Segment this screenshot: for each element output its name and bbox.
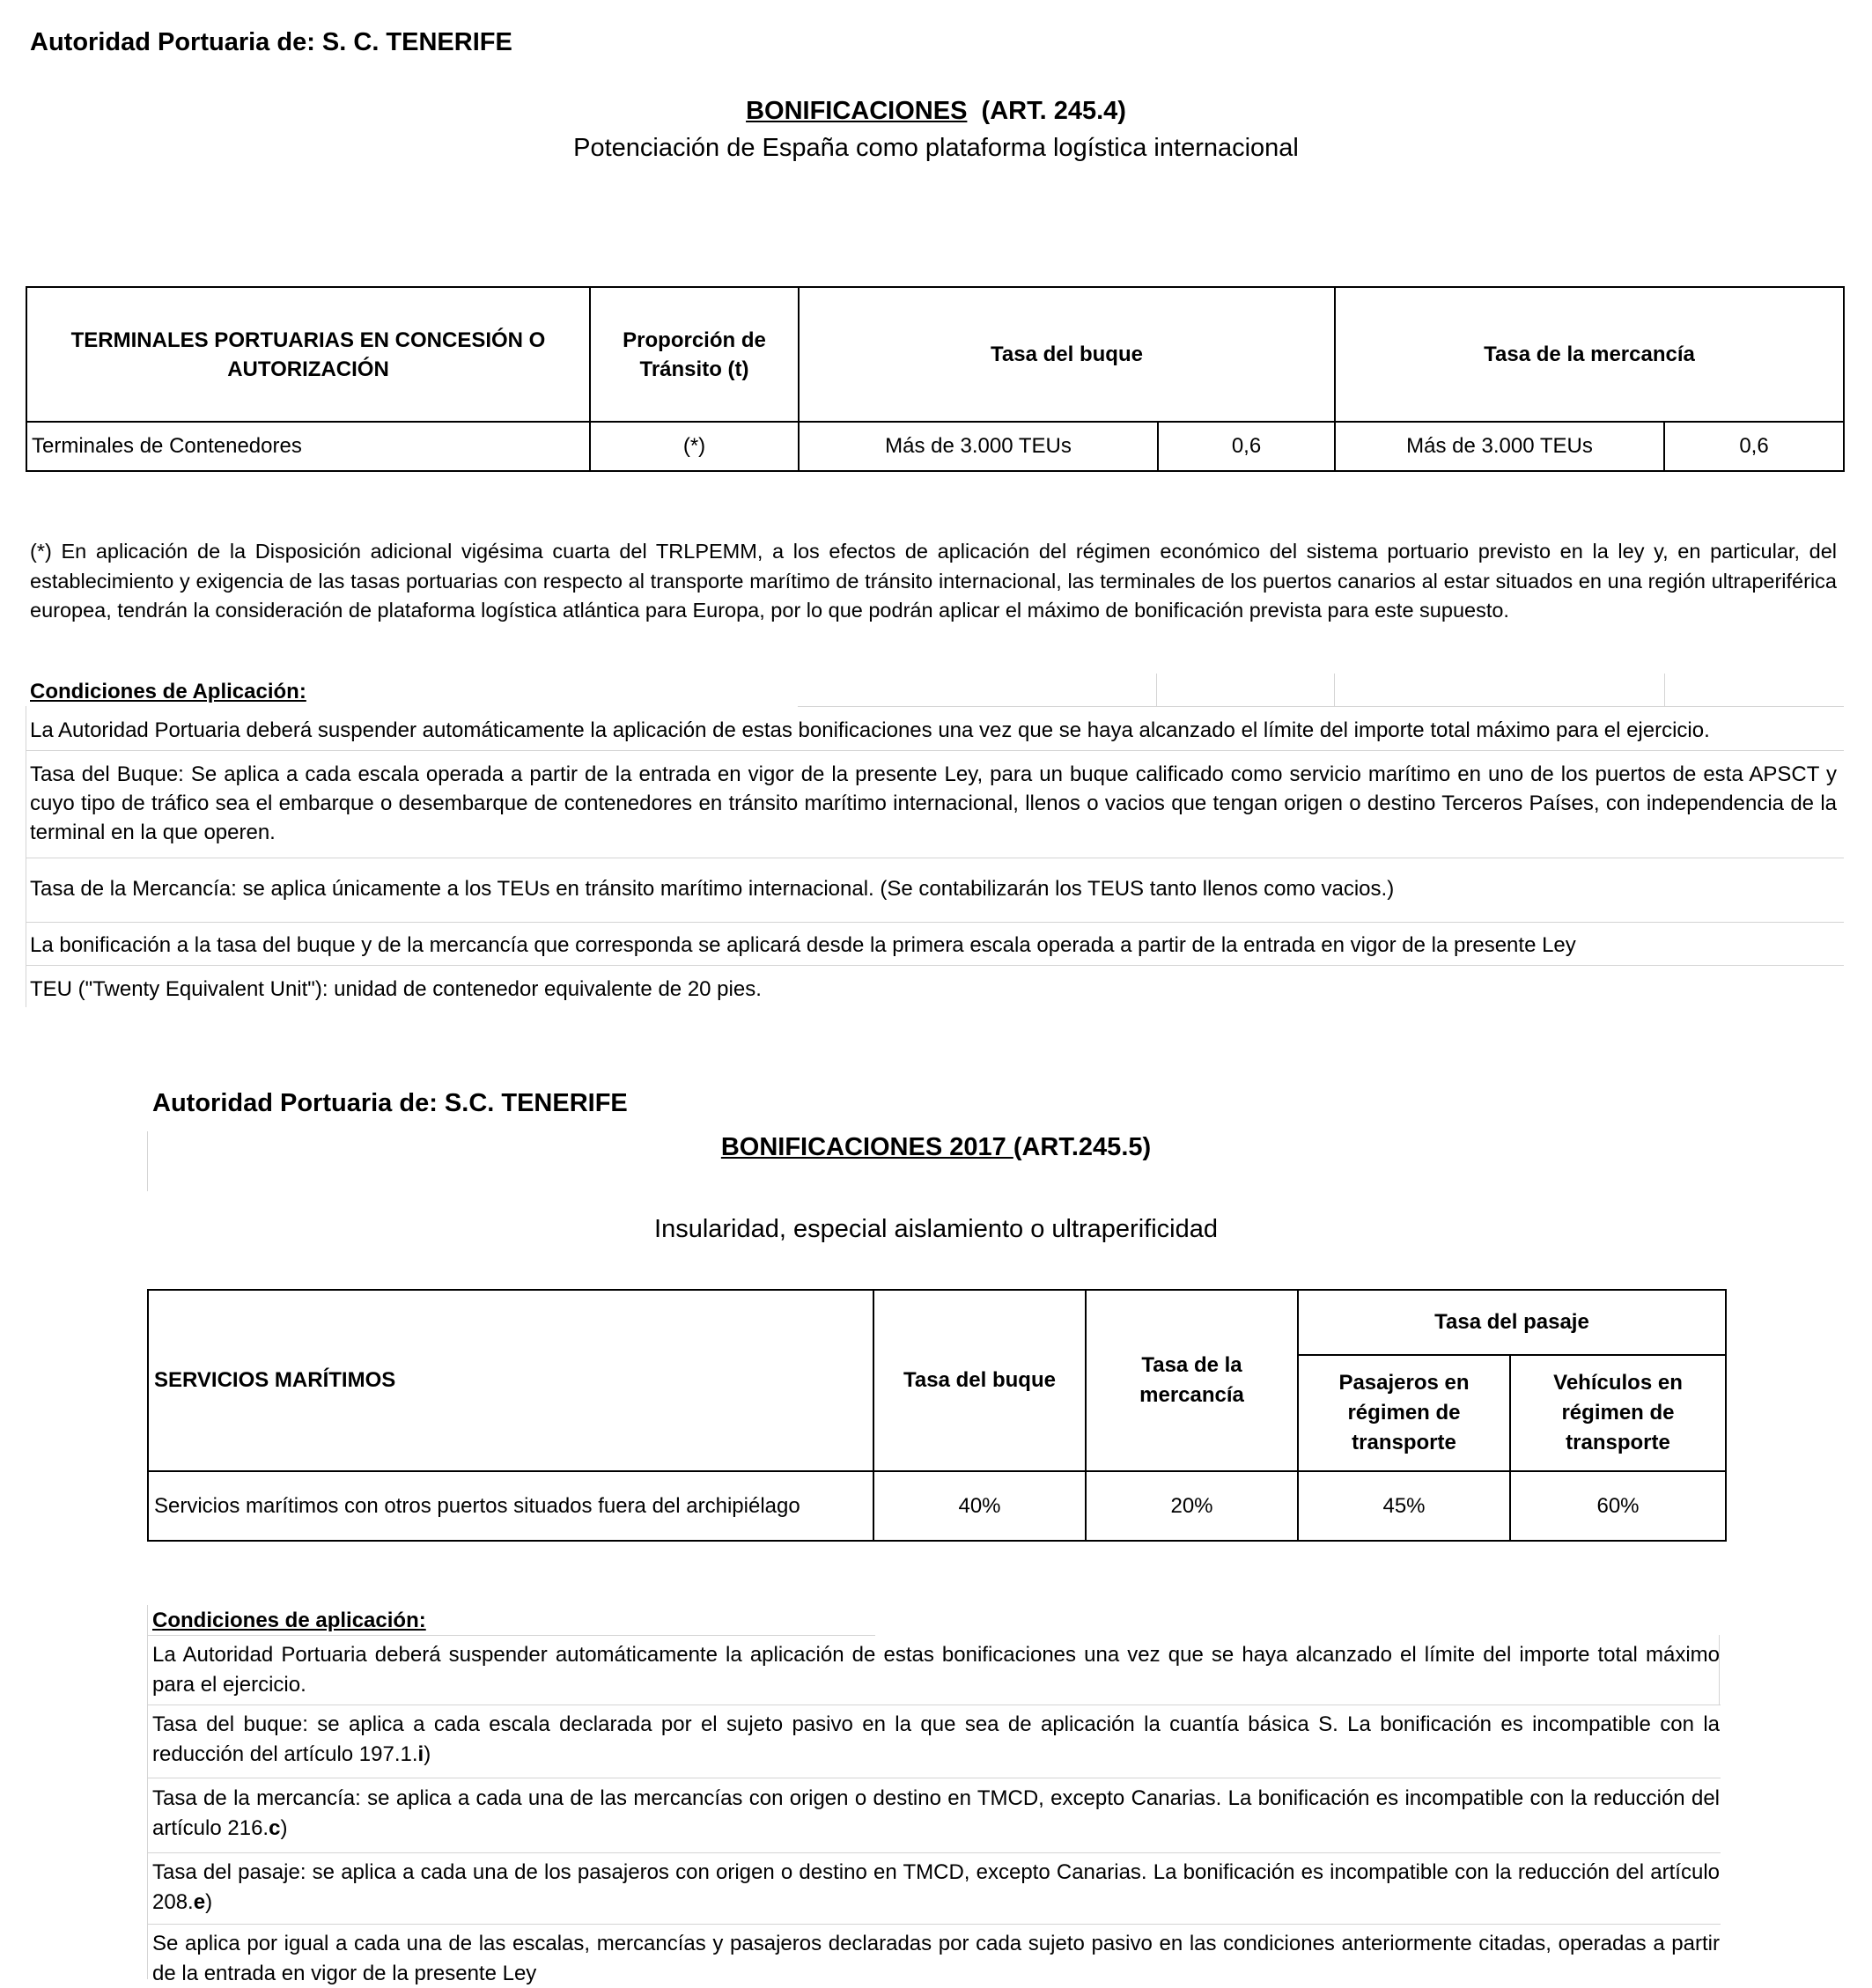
header-passage-fee: Tasa del pasaje <box>1298 1290 1726 1355</box>
section2-condition-item <box>152 1640 1720 1699</box>
grid-line <box>26 750 1844 751</box>
condition-text: La Autoridad Portuaria deberá suspender automáticamente la aplicación de estas bonificaciones una vez que se haya alcanzado el límite del importe total máximo para el ejercicio. <box>152 1643 1720 1697</box>
header-services: SERVICIOS MARÍTIMOS <box>148 1290 873 1471</box>
header-goods-fee: Tasa de la mercancía <box>1335 287 1844 422</box>
section2-title-underlined: BONIFICACIONES 2017 <box>720 1133 1013 1161</box>
header-goods-fee: Tasa de la mercancía <box>1086 1290 1298 1471</box>
condition-text: Tasa del buque: se aplica a cada escala declarada por el sujeto pasivo en la que sea de aplicación la cuantía básica S. La bonificación es incompatible con la reducción del artículo 197.1. <box>152 1712 1720 1766</box>
header-proportion: Proporción de Tránsito (t) <box>590 287 799 422</box>
section1-title-underlined: BONIFICACIONES <box>746 97 968 125</box>
transit-bonus-table <box>26 286 1845 472</box>
cell-goods-coef: 0,6 <box>1664 422 1844 471</box>
cell-proportion: (*) <box>590 422 799 471</box>
condition-tail: ) <box>205 1889 213 1914</box>
header-vehicles: Vehículos en régimen de transporte <box>1510 1355 1726 1471</box>
table-row <box>26 422 1844 471</box>
section1-title-article: (ART. 245.4) <box>981 97 1126 125</box>
header-terminals: TERMINALES PORTUARIAS EN CONCESIÓN O AUTORIZACIÓN <box>26 287 590 422</box>
section1-authority: Autoridad Portuaria de: S. C. TENERIFE <box>30 28 512 56</box>
section1-footnote: (*) En aplicación de la Disposición adicional vigésima cuarta del TRLPEMM, a los efectos de aplicación del régimen económico del sistema portuario previsto en la ley y, en particular, del establecimiento y exigencia de las tasas portuarias con respecto al transporte marítimo de tránsito internacional, las terminales de los puertos canarios al estar situados en una región ultraperiférica europea, tendrán la consideración de plataforma logística atlántica para Europa, por lo que podrán aplicar el máximo de bonificación prevista para este supuesto. <box>30 540 1837 622</box>
grid-line <box>26 965 1844 966</box>
cell-vessel: 40% <box>873 1471 1086 1541</box>
condition-bold-letter: i <box>417 1741 424 1766</box>
header-vessel-fee: Tasa del buque <box>799 287 1335 422</box>
section2-condition-item <box>152 1858 1720 1917</box>
cell-vehicles: 60% <box>1510 1471 1726 1541</box>
section2-title-article: (ART.245.5) <box>1013 1133 1152 1161</box>
section2-condition-item <box>152 1784 1720 1843</box>
section1-subtitle: Potenciación de España como plataforma logística internacional <box>573 134 1299 162</box>
section2-subtitle: Insularidad, especial aislamiento o ultraperificidad <box>654 1215 1218 1243</box>
grid-line <box>1664 674 1665 707</box>
condition-tail: ) <box>424 1741 431 1766</box>
cell-terminal: Terminales de Contenedores <box>26 422 590 471</box>
grid-line <box>798 706 1844 707</box>
grid-line <box>147 1924 1721 1925</box>
section2-authority: Autoridad Portuaria de: S.C. TENERIFE <box>152 1089 628 1117</box>
section1-condition-item: La bonificación a la tasa del buque y de la mercancía que corresponda se aplicará desde la primera escala operada a partir de la entrada en vigor de la presente Ley <box>30 933 1576 957</box>
table-header-row <box>148 1290 1726 1355</box>
section1-condition-item: Tasa de la Mercancía: se aplica únicamente a los TEUs en tránsito marítimo internacional. (Se contabilizarán los TEUS tanto llenos como vacios.) <box>30 877 1395 901</box>
table-row <box>148 1471 1726 1541</box>
condition-text: Se aplica por igual a cada una de las escalas, mercancías y pasajeros declaradas por cada sujeto pasivo en las condiciones anteriormente citadas, operadas a partir de la entrada en vigor de la presente Ley <box>152 1932 1720 1985</box>
condition-text: Tasa de la mercancía: se aplica a cada una de las mercancías con origen o destino en TMCD, excepto Canarias. La bonificación es incompatible con la reducción del artículo 216. <box>152 1786 1720 1840</box>
header-passengers: Pasajeros en régimen de transporte <box>1298 1355 1510 1471</box>
condition-bold-letter: e <box>193 1889 206 1914</box>
cell-goods-condition: Más de 3.000 TEUs <box>1335 422 1664 471</box>
grid-line <box>1334 674 1335 707</box>
cell-passengers: 45% <box>1298 1471 1510 1541</box>
section1-title <box>0 97 1872 126</box>
table-header-row <box>26 287 1844 422</box>
insularity-bonus-table <box>147 1289 1727 1542</box>
condition-bold-letter: c <box>269 1815 281 1840</box>
grid-line <box>1156 674 1157 707</box>
section2-conditions-heading: Condiciones de aplicación: <box>152 1609 426 1632</box>
header-vessel-fee: Tasa del buque <box>873 1290 1086 1471</box>
section1-conditions-heading: Condiciones de Aplicación: <box>30 680 306 703</box>
condition-tail: ) <box>280 1815 288 1840</box>
cell-goods: 20% <box>1086 1471 1298 1541</box>
section2-condition-item <box>152 1710 1720 1769</box>
condition-text: Tasa del pasaje: se aplica a cada una de los pasajeros con origen o destino en TMCD, excepto Canarias. La bonificación es incompatible con la reducción del artículo 208. <box>152 1860 1720 1914</box>
grid-line <box>26 922 1844 923</box>
cell-vessel-condition: Más de 3.000 TEUs <box>799 422 1158 471</box>
section1-condition-item: Tasa del Buque: Se aplica a cada escala operada a partir de la entrada en vigor de la presente Ley, para un buque calificado como servicio marítimo en uno de los puertos de esta APSCT y cuyo tipo de tráfico sea el embarque o desembarque de contenedores en tránsito marítimo internacional, llenos o vacios que tengan origen o destino Terceros Países, con independencia de la terminal en la que operen. <box>30 762 1837 844</box>
section1-condition-item: La Autoridad Portuaria deberá suspender automáticamente la aplicación de estas bonificaciones una vez que se haya alcanzado el límite del importe total máximo para el ejercicio. <box>30 718 1710 742</box>
grid-line <box>147 1635 875 1636</box>
section1-condition-item: TEU ("Twenty Equivalent Unit"): unidad de contenedor equivalente de 20 pies. <box>30 977 762 1001</box>
grid-line <box>147 1852 1721 1853</box>
cell-vessel-coef: 0,6 <box>1158 422 1335 471</box>
section2-title <box>0 1133 1872 1162</box>
cell-service: Servicios marítimos con otros puertos situados fuera del archipiélago <box>148 1471 873 1541</box>
